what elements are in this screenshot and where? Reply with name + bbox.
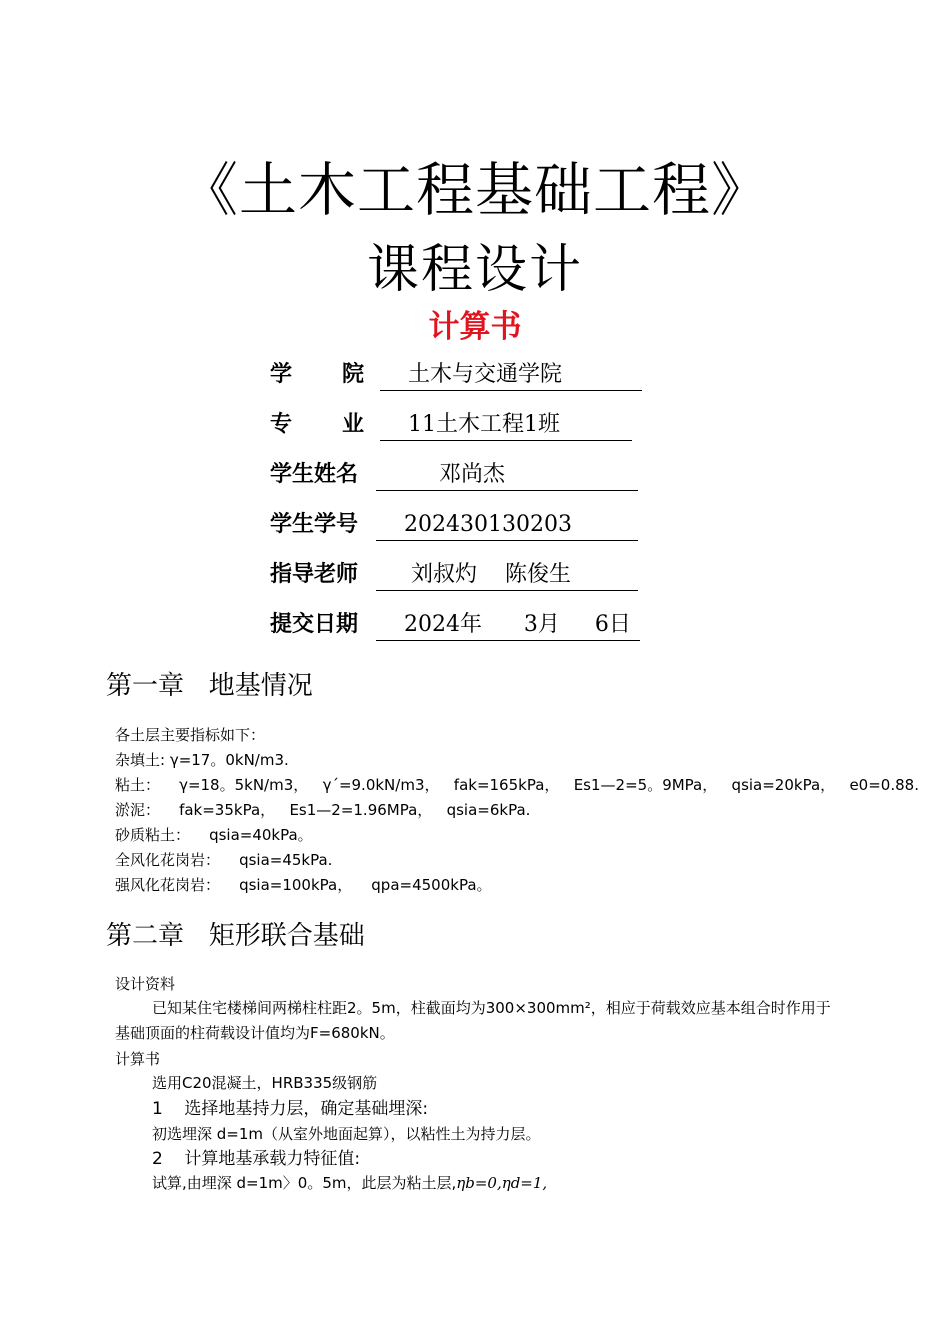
soil-line-fully-weathered-granite: 全风化花岗岩： qsia=45kPa. xyxy=(115,851,333,869)
info-label-college: 学 院 xyxy=(270,362,364,387)
step2-formula: ηb=0,ηd=1, xyxy=(456,1174,548,1192)
cover-title-line2: 课程设计 xyxy=(366,240,583,300)
calc-label: 计算书 xyxy=(115,1050,161,1068)
info-value-student-name: 邓尚杰 xyxy=(376,458,638,491)
step1-title: 1 选择地基持力层，确定基础埋深: xyxy=(152,1099,429,1119)
info-label-submit-date: 提交日期 xyxy=(270,612,359,637)
chapter2-heading: 第二章 矩形联合基础 xyxy=(106,921,365,951)
info-value-major: 11土木工程1班 xyxy=(380,408,632,441)
soil-line-sandy-clay: 砂质粘土： qsia=40kPa。 xyxy=(115,826,313,844)
design-data-text: 已知某住宅楼梯间两梯柱柱距2。5m，柱截面均为300×300mm²，相应于荷载效应基本组合时作用于基础顶面的柱荷载设计值均为F=680kN。 xyxy=(115,999,831,1042)
soil-line-fill: 杂填土: γ=17。0kN/m3. xyxy=(115,751,289,769)
info-value-submit-date: 2024年 3月 6日 xyxy=(376,608,640,641)
soil-line-silt: 淤泥： fak=35kPa， Es1—2=1.96MPa， qsia=6kPa. xyxy=(115,801,531,819)
cover-title-line3: 计算书 xyxy=(428,309,522,345)
soil-line-clay: 粘土： γ=18。5kN/m3， γ´=9.0kN/m3， fak=165kPa， Es1—2=5。9MPa， qsia=20kPa， e0=0.88. xyxy=(115,776,919,794)
step1-text: 初选埋深 d=1m（从室外地面起算），以粘性土为持力层。 xyxy=(152,1125,541,1143)
step2-title: 2 计算地基承载力特征值: xyxy=(152,1149,361,1169)
info-value-advisor: 刘叔灼 陈俊生 xyxy=(376,558,638,591)
material-text: 选用C20混凝土，HRB335级钢筋 xyxy=(152,1074,378,1092)
info-label-major: 专 业 xyxy=(270,412,364,437)
soil-line-strongly-weathered-granite: 强风化花岗岩： qsia=100kPa， qpa=4500kPa。 xyxy=(115,876,492,894)
info-label-student-id: 学生学号 xyxy=(270,512,359,537)
step2-line xyxy=(152,1171,547,1195)
chapter1-intro: 各土层主要指标如下： xyxy=(115,726,266,744)
cover-title-line1: 《土木工程基础工程》 xyxy=(179,156,770,224)
step2-text: 试算,由埋深 d=1m〉0。5m，此层为粘土层, xyxy=(152,1174,457,1192)
info-value-college: 土木与交通学院 xyxy=(380,358,642,391)
info-label-advisor: 指导老师 xyxy=(270,562,359,587)
design-data-label: 设计资料 xyxy=(115,975,176,993)
info-value-student-id: 202430130203 xyxy=(376,508,638,541)
chapter1-heading: 第一章 地基情况 xyxy=(106,671,313,701)
info-label-student-name: 学生姓名 xyxy=(270,462,359,487)
